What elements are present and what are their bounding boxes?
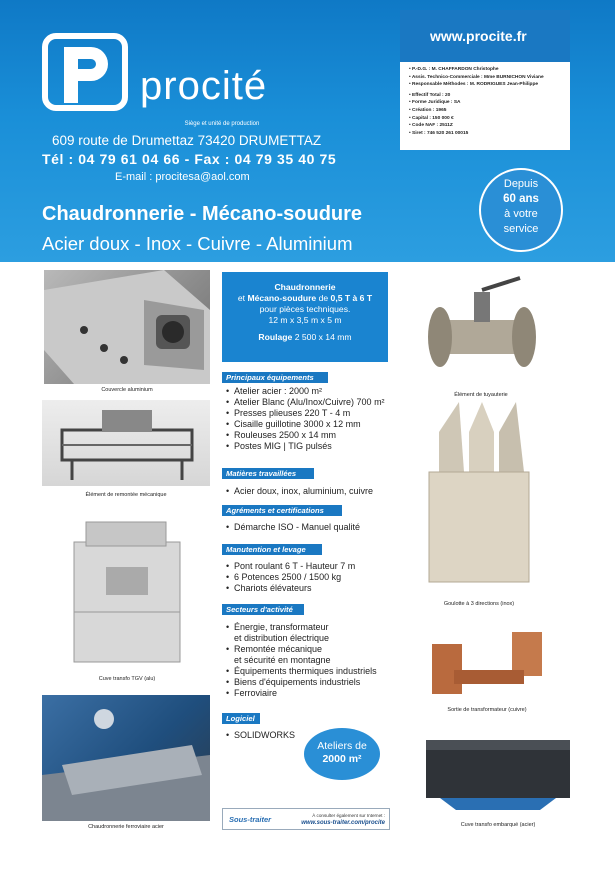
website-link[interactable]: www.procite.fr (400, 10, 570, 62)
logiciel-list (226, 730, 295, 741)
caption-p7: Sortie de transformateur (cuivre) (447, 707, 527, 713)
caption-p6: Goulotte à 3 directions (inox) (443, 601, 515, 607)
capacity-box: Chaudronnerie et Mécano-soudure de 0,5 T à 6 T pour pièces techniques. 12 m x 3,5 m x 5 m Roulage 2 500 x 14 mm (222, 272, 388, 362)
caption-p8: Cuve transfo embarqué (acier) (460, 822, 536, 828)
company-info-list (400, 62, 570, 137)
sixty-years-badge: Depuis 60 ans à votre service (479, 168, 563, 252)
section-agrements-heading: Agréments et certifications (222, 505, 342, 516)
list-item: • SOLIDWORKS (226, 730, 295, 741)
section-equipements-heading: Principaux équipements (222, 372, 328, 383)
section-matieres-heading: Matières travaillées (222, 468, 314, 479)
list-item: • Énergie, transformateur (226, 622, 377, 633)
address: 609 route de Drumettaz 73420 DRUMETTAZ (52, 133, 322, 148)
list-item: • Biens d'équipements industriels (226, 677, 377, 688)
photo-goulotte-inox (424, 402, 534, 594)
info-item: • Siret : 746 520 261 00015 (409, 130, 469, 136)
photo-element-tuyauterie (420, 272, 542, 386)
main-subtitle: Acier doux - Inox - Cuivre - Aluminium (42, 233, 353, 254)
info-item: • Forme Juridique : SA (409, 100, 461, 106)
list-item: • Postes MIG | TIG pulsés (226, 441, 385, 452)
list-item: • Presses plieuses 220 T - 4 m (226, 408, 385, 419)
caption-p1: Couvercle aluminium (101, 387, 153, 393)
list-item: • Atelier acier : 2000 m² (226, 386, 385, 397)
list-item: • Démarche ISO - Manuel qualité (226, 522, 360, 533)
list-item: et distribution électrique (234, 633, 330, 643)
info-item: • P.-D.G. : M. CHAFFARDON Christophe (409, 67, 499, 72)
siege-label: Siège et unité de production (184, 121, 260, 127)
manutention-list (226, 561, 355, 594)
photo-sortie-transformateur (424, 624, 550, 702)
company-info-panel (400, 10, 570, 150)
photo-remontee-mecanique (42, 400, 210, 486)
matieres-list (226, 486, 373, 497)
section-manutention-heading: Manutention et levage (222, 544, 322, 555)
photo-chaudronnerie-ferroviaire (42, 695, 210, 821)
list-item: • Pont roulant 6 T - Hauteur 7 m (226, 561, 355, 572)
photo-couvercle-aluminium (44, 270, 210, 384)
list-item: • Équipements thermiques industriels (226, 666, 377, 677)
header-banner (0, 0, 615, 262)
ateliers-badge: Ateliers de 2000 m² (304, 728, 380, 780)
caption-p2: Élément de remontée mécanique (85, 492, 167, 498)
info-item: • Création : 1965 (409, 107, 447, 113)
caption-p5: Élément de tuyauterie (454, 392, 508, 398)
list-item: • 6 Potences 2500 / 1500 kg (226, 572, 355, 583)
caption-p3: Cuve transfo TGV (alu) (98, 676, 156, 682)
agrements-list (226, 522, 360, 533)
list-item: • Acier doux, inox, aluminium, cuivre (226, 486, 373, 497)
main-title: Chaudronnerie - Mécano-soudure (42, 203, 363, 225)
list-item: • Atelier Blanc (Alu/Inox/Cuivre) 700 m² (226, 397, 385, 408)
info-item: • Assis. Technico-Commerciale : Mme BURNICHON Viviane (409, 74, 544, 80)
secteurs-list (226, 622, 377, 699)
brand-name: procité (140, 64, 268, 108)
list-item: • Chariots élévateurs (226, 583, 355, 594)
list-item: • Ferroviaire (226, 688, 377, 699)
sous-traiter-logo: Sous-traiter (229, 814, 272, 824)
caption-p4: Chaudronnerie ferroviaire acier (88, 824, 164, 830)
phone-fax: Tél : 04 79 61 04 66 - Fax : 04 79 35 40 75 (42, 151, 337, 167)
sous-traiter-url[interactable]: www.sous-traiter.com/procite (301, 819, 385, 826)
info-item: • Capital : 150 000 € (409, 115, 454, 121)
sous-traiter-banner[interactable]: Sous-traiter À consulter également sur Internet : www.sous-traiter.com/procite (222, 808, 390, 830)
info-item: • Effectif Total : 20 (409, 92, 451, 98)
equipements-list (226, 386, 385, 452)
procite-logo-icon (42, 33, 128, 111)
list-item: • Rouleuses 2500 x 14 mm (226, 430, 385, 441)
photo-cuve-transfo-embarque (420, 730, 576, 818)
info-item: • Responsable Méthodes : M. RODRIGUES Jean-Philippe (409, 82, 539, 88)
list-item: • Remontée mécanique (226, 644, 377, 655)
info-item: • Code NAF : 2511Z (409, 123, 453, 129)
list-item: et sécurité en montagne (234, 655, 331, 665)
list-item: • Cisaille guillotine 3000 x 12 mm (226, 419, 385, 430)
section-secteurs-heading: Secteurs d'activité (222, 604, 304, 615)
photo-cuve-transfo-tgv (66, 512, 188, 670)
email-link[interactable]: E-mail : procitesa@aol.com (115, 171, 250, 183)
section-logiciel-heading: Logiciel (222, 713, 260, 724)
